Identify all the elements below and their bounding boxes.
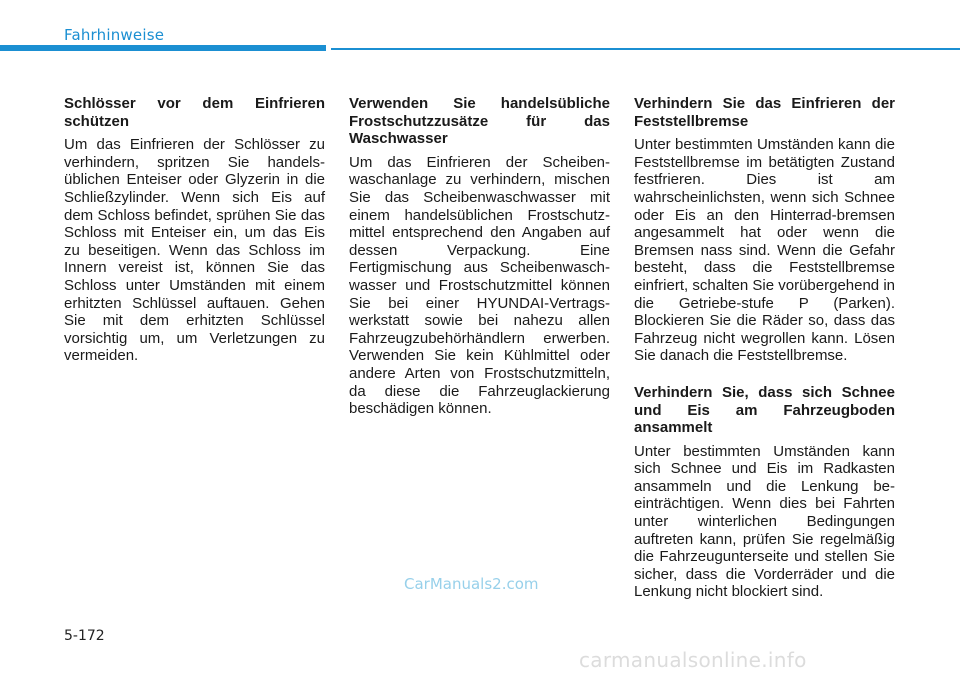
page-number: 5-172 <box>64 628 105 644</box>
header-rule-thick <box>0 45 326 51</box>
text-column-3 <box>634 95 895 601</box>
section-body: Unter bestimmten Umständen kann die Feststellbremse im betätigten Zustand festfrieren. Dies ist am wahrscheinlichsten, wenn sich Schnee oder Eis an den Hinterrad-bremsen angesammelt hat oder wenn die Bremsen nass sind. Wenn die Gefahr besteht, dass die Feststellbremse einfriert, schalten Sie vorübergehend in die Getriebe-stufe P (Parken). Blockieren Sie die Räder so, dass das Fahrzeug nicht wegrollen kann. Lösen Sie danach die Feststellbremse. <box>634 136 895 365</box>
section-body: Um das Einfrieren der Scheiben-waschanlage zu verhindern, mischen Sie das Scheibenwaschwasser mit einem handelsüblichen Frostschutz-mittel entsprechend den Angaben auf dessen Verpackung. Eine Fertigmischung aus Scheibenwasch-wasser und Frostschutzmittel können Sie bei einer HYUNDAI-Vertrags-werkstatt sowie bei nahezu allen Fahrzeugzubehörhändlern erwerben. Verwenden Sie kein Kühlmittel oder andere Arten von Frostschutzmitteln, da diese die Fahrzeuglackierung beschädigen können. <box>349 153 610 418</box>
section-heading: Verhindern Sie das Einfrieren der Feststellbremse <box>634 95 895 130</box>
text-column-2 <box>349 95 610 418</box>
watermark-footer: carmanualsonline.info <box>579 648 807 672</box>
section-body: Um das Einfrieren der Schlösser zu verhindern, spritzen Sie handels-üblichen Enteiser oder Glyzerin in die Schließzylinder. Wenn sich Eis auf dem Schloss befindet, sprühen Sie das Schloss mit Enteiser ein, um das Eis zu beseitigen. Wenn das Schloss im Innern vereist ist, können Sie das Schloss unter Umständen mit einem erhitzten Schlüssel auftauen. Gehen Sie mit dem erhitzten Schlüssel vorsichtig um, um Verletzungen zu vermeiden. <box>64 136 325 365</box>
section-heading: Schlösser vor dem Einfrieren schützen <box>64 95 325 130</box>
section-title: Fahrhinweise <box>64 26 165 44</box>
section-heading: Verhindern Sie, dass sich Schnee und Eis am Fahrzeugboden ansammelt <box>634 383 895 437</box>
text-column-1 <box>64 95 325 365</box>
header-rule-thin <box>331 48 960 50</box>
section-body: Unter bestimmten Umständen kann sich Schnee und Eis im Radkasten ansammeln und die Lenkung be-einträchtigen. Wenn dies bei Fahrten unter winterlichen Bedingungen auftreten kann, prüfen Sie regelmäßig die Fahrzeugunterseite und stellen Sie sicher, dass die Vorderräder und die Lenkung nicht blockiert sind. <box>634 442 895 601</box>
watermark-link[interactable]: CarManuals2.com <box>404 575 539 593</box>
section-heading: Verwenden Sie handelsübliche Frostschutzzusätze für das Waschwasser <box>349 95 610 148</box>
